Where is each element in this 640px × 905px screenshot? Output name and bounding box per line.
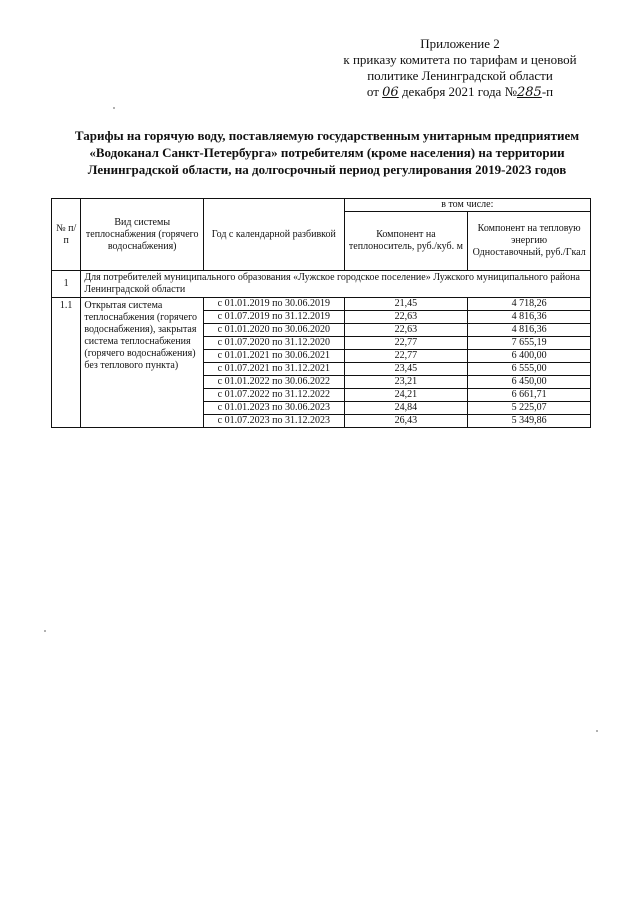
energy-value-cell: 5 349,86 <box>468 415 591 428</box>
document-title: Тарифы на горячую воду, поставляемую государственным унитарным предприятием «Водоканал Санкт-Петербурга» потребителям (кроме населения) на территории Ленинградской области, на долгосрочный период регулирования 2019-2023 годов <box>74 128 580 177</box>
coolant-value-cell: 22,63 <box>344 324 468 337</box>
coolant-value-cell: 22,77 <box>344 337 468 350</box>
energy-value-cell: 7 655,19 <box>468 337 591 350</box>
scan-speck <box>44 630 46 632</box>
period-cell: с 01.07.2021 по 31.12.2021 <box>204 363 345 376</box>
section-title: Для потребителей муниципального образования «Лужское городское поселение» Лужского муниципального района Ленинградской области <box>81 271 591 298</box>
period-cell: с 01.07.2022 по 31.12.2022 <box>204 389 345 402</box>
subsection-system: Открытая система теплоснабжения (горячего водоснабжения), закрытая система теплоснабжения (горячего водоснабжения) без теплового пункта) <box>81 298 204 428</box>
handwritten-order-number: 285 <box>516 85 542 100</box>
period-cell: с 01.01.2022 по 30.06.2022 <box>204 376 345 389</box>
energy-value-cell: 6 400,00 <box>468 350 591 363</box>
committee-line: политике Ленинградской области <box>367 68 553 83</box>
energy-value-cell: 4 816,36 <box>468 311 591 324</box>
coolant-value-cell: 26,43 <box>344 415 468 428</box>
appendix-label: Приложение 2 <box>420 36 500 51</box>
subsection-num: 1.1 <box>52 298 81 428</box>
header-component-coolant: Компонент на теплоноситель, руб./куб. м <box>344 212 468 271</box>
coolant-value-cell: 24,21 <box>344 389 468 402</box>
coolant-value-cell: 23,21 <box>344 376 468 389</box>
coolant-value-cell: 21,45 <box>344 298 468 311</box>
period-cell: с 01.01.2023 по 30.06.2023 <box>204 402 345 415</box>
table-row <box>52 298 591 311</box>
tariff-table <box>51 198 591 428</box>
coolant-value-cell: 24,84 <box>344 402 468 415</box>
scan-speck <box>596 730 598 732</box>
period-cell: с 01.07.2020 по 31.12.2020 <box>204 337 345 350</box>
document-header <box>330 36 590 101</box>
scan-speck <box>113 107 115 109</box>
header-component-energy: Компонент на тепловую энергию Одноставочный, руб./Гкал <box>468 212 591 271</box>
period-cell: с 01.01.2021 по 30.06.2021 <box>204 350 345 363</box>
period-cell: с 01.07.2023 по 31.12.2023 <box>204 415 345 428</box>
handwritten-day: 06 <box>382 85 399 100</box>
energy-value-cell: 5 225,07 <box>468 402 591 415</box>
energy-value-cell: 6 555,00 <box>468 363 591 376</box>
period-cell: с 01.01.2020 по 30.06.2020 <box>204 324 345 337</box>
header-system: Вид системы теплоснабжения (горячего водоснабжения) <box>81 199 204 271</box>
coolant-value-cell: 22,63 <box>344 311 468 324</box>
header-period: Год с календарной разбивкой <box>204 199 345 271</box>
energy-value-cell: 6 450,00 <box>468 376 591 389</box>
header-num: № п/п <box>52 199 81 271</box>
energy-value-cell: 4 718,26 <box>468 298 591 311</box>
period-cell: с 01.01.2019 по 30.06.2019 <box>204 298 345 311</box>
section-num: 1 <box>52 271 81 298</box>
order-reference-line: к приказу комитета по тарифам и ценовой <box>343 52 577 67</box>
energy-value-cell: 4 816,36 <box>468 324 591 337</box>
header-including: в том числе: <box>344 199 590 212</box>
energy-value-cell: 6 661,71 <box>468 389 591 402</box>
period-cell: с 01.07.2019 по 31.12.2019 <box>204 311 345 324</box>
coolant-value-cell: 22,77 <box>344 350 468 363</box>
order-date-line: от 06 декабря 2021 года №285-п <box>366 84 554 100</box>
tariff-rows <box>52 298 591 428</box>
coolant-value-cell: 23,45 <box>344 363 468 376</box>
